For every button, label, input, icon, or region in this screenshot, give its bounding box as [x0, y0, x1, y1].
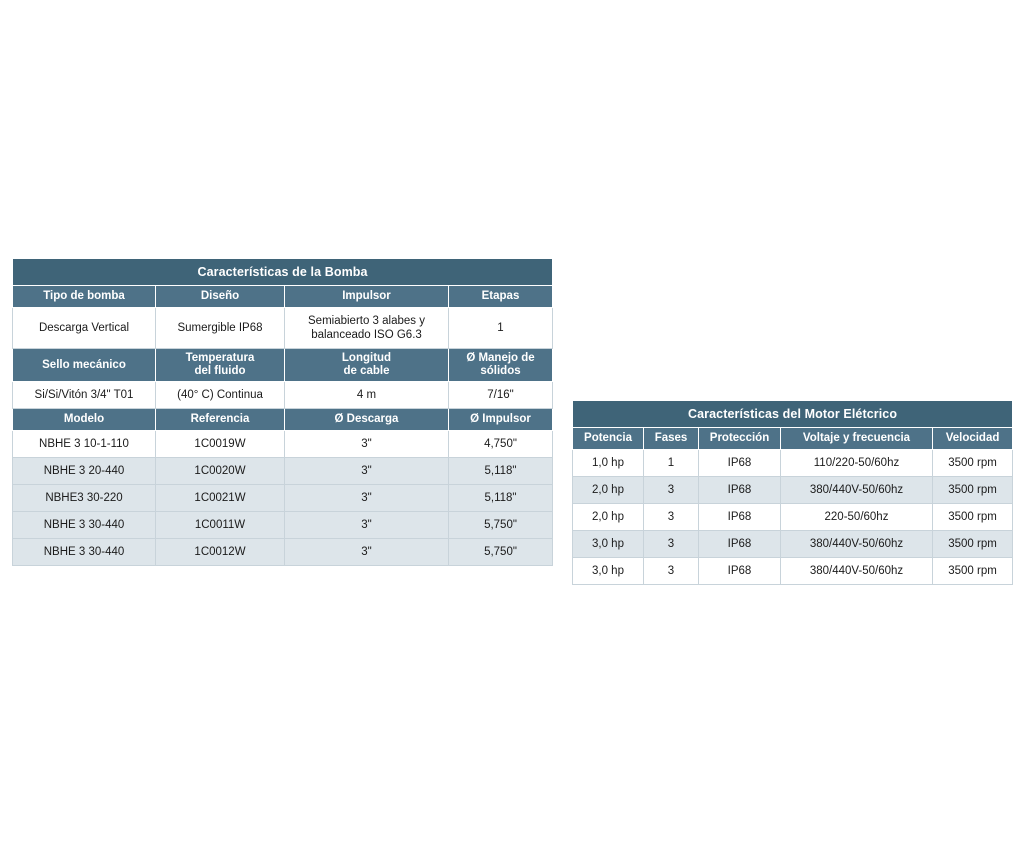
motor-header-potencia: Potencia — [573, 428, 644, 450]
pump-value-temperatura-del-fluido: (40° C) Continua — [156, 382, 285, 409]
motor-header-velocidad: Velocidad — [933, 428, 1013, 450]
pump-header-temperatura-del-fluido — [156, 349, 285, 382]
table-row — [13, 349, 553, 382]
table-row — [13, 308, 553, 349]
motor-row-voltaje: 380/440V-50/60hz — [781, 558, 933, 585]
table-row — [13, 286, 553, 308]
motor-header-fases: Fases — [644, 428, 699, 450]
pump-row-descarga: 3" — [285, 539, 449, 566]
motor-row-velocidad: 3500 rpm — [933, 504, 1013, 531]
pump-header-descarga: Ø Descarga — [285, 409, 449, 431]
table-row — [13, 409, 553, 431]
motor-row-velocidad: 3500 rpm — [933, 558, 1013, 585]
table-row — [573, 450, 1013, 477]
pump-value-impulsor: Semiabierto 3 alabes y balanceado ISO G6.3 — [285, 308, 449, 349]
pump-header-etapas: Etapas — [449, 286, 553, 308]
table-row — [573, 401, 1013, 428]
pump-header-modelo: Modelo — [13, 409, 156, 431]
table-row — [13, 458, 553, 485]
pump-header-diseno: Diseño — [156, 286, 285, 308]
pump-row-impulsor: 5,750" — [449, 512, 553, 539]
pump-row-referencia: 1C0021W — [156, 485, 285, 512]
motor-header-voltaje-y-frecuencia: Voltaje y frecuencia — [781, 428, 933, 450]
pump-row-descarga: 3" — [285, 431, 449, 458]
motor-header-proteccion: Protección — [699, 428, 781, 450]
motor-row-fases: 3 — [644, 531, 699, 558]
pump-header-sello-mecanico — [13, 349, 156, 382]
pump-row-modelo: NBHE 3 20-440 — [13, 458, 156, 485]
motor-row-potencia: 3,0 hp — [573, 531, 644, 558]
pump-row-impulsor: 5,118" — [449, 458, 553, 485]
motor-row-potencia: 3,0 hp — [573, 558, 644, 585]
motor-row-proteccion: IP68 — [699, 504, 781, 531]
motor-row-fases: 1 — [644, 450, 699, 477]
pump-header-longitud-line1: Longitud — [341, 352, 392, 364]
pump-characteristics-table — [12, 258, 553, 566]
pump-table-title: Características de la Bomba — [13, 259, 553, 286]
motor-characteristics-table — [572, 400, 1013, 585]
table-row — [573, 558, 1013, 585]
pump-value-tipo-de-bomba: Descarga Vertical — [13, 308, 156, 349]
motor-row-voltaje: 380/440V-50/60hz — [781, 477, 933, 504]
pump-row-descarga: 3" — [285, 485, 449, 512]
table-row — [573, 531, 1013, 558]
table-row — [573, 504, 1013, 531]
motor-row-voltaje: 380/440V-50/60hz — [781, 531, 933, 558]
pump-header-impulsor: Impulsor — [285, 286, 449, 308]
pump-value-manejo-de-solidos: 7/16" — [449, 382, 553, 409]
pump-value-etapas: 1 — [449, 308, 553, 349]
motor-row-proteccion: IP68 — [699, 531, 781, 558]
pump-row-modelo: NBHE 3 30-440 — [13, 512, 156, 539]
pump-value-longitud-de-cable: 4 m — [285, 382, 449, 409]
pump-row-modelo: NBHE 3 10-1-110 — [13, 431, 156, 458]
pump-row-referencia: 1C0020W — [156, 458, 285, 485]
pump-header-temperatura-line1: Temperatura — [185, 352, 255, 364]
pump-header-temperatura-line2: del fluido — [194, 365, 246, 377]
pump-value-diseno: Sumergible IP68 — [156, 308, 285, 349]
motor-row-fases: 3 — [644, 504, 699, 531]
pump-header-longitud-line2: de cable — [343, 365, 390, 377]
motor-row-potencia: 2,0 hp — [573, 477, 644, 504]
table-row — [13, 485, 553, 512]
pump-header-solidos-line2: sólidos — [480, 365, 521, 377]
motor-row-voltaje: 220-50/60hz — [781, 504, 933, 531]
pump-header-tipo-de-bomba: Tipo de bomba — [13, 286, 156, 308]
motor-row-voltaje: 110/220-50/60hz — [781, 450, 933, 477]
pump-row-modelo: NBHE3 30-220 — [13, 485, 156, 512]
pump-header-referencia: Referencia — [156, 409, 285, 431]
table-row — [573, 477, 1013, 504]
pump-row-referencia: 1C0019W — [156, 431, 285, 458]
pump-row-referencia: 1C0012W — [156, 539, 285, 566]
pump-value-sello-mecanico: Si/Si/Vitón 3/4" T01 — [13, 382, 156, 409]
motor-row-fases: 3 — [644, 558, 699, 585]
pump-row-referencia: 1C0011W — [156, 512, 285, 539]
motor-row-proteccion: IP68 — [699, 450, 781, 477]
pump-header-longitud-de-cable — [285, 349, 449, 382]
pump-header-impulsor-diam: Ø Impulsor — [449, 409, 553, 431]
motor-row-potencia: 1,0 hp — [573, 450, 644, 477]
motor-table-title: Características del Motor Elétcrico — [573, 401, 1013, 428]
table-row — [13, 431, 553, 458]
motor-row-velocidad: 3500 rpm — [933, 531, 1013, 558]
pump-row-descarga: 3" — [285, 512, 449, 539]
table-row — [573, 428, 1013, 450]
motor-row-velocidad: 3500 rpm — [933, 477, 1013, 504]
motor-row-proteccion: IP68 — [699, 558, 781, 585]
table-row — [13, 539, 553, 566]
pump-header-sello-mecanico-line1: Sello mecánico — [42, 358, 126, 371]
pump-row-impulsor: 5,118" — [449, 485, 553, 512]
pump-row-impulsor: 5,750" — [449, 539, 553, 566]
motor-row-fases: 3 — [644, 477, 699, 504]
motor-row-proteccion: IP68 — [699, 477, 781, 504]
pump-header-solidos-line1: Ø Manejo de — [466, 352, 535, 364]
pump-row-impulsor: 4,750" — [449, 431, 553, 458]
table-row — [13, 259, 553, 286]
pump-header-manejo-de-solidos — [449, 349, 553, 382]
table-row — [13, 512, 553, 539]
pump-row-descarga: 3" — [285, 458, 449, 485]
table-row — [13, 382, 553, 409]
motor-row-velocidad: 3500 rpm — [933, 450, 1013, 477]
motor-row-potencia: 2,0 hp — [573, 504, 644, 531]
pump-row-modelo: NBHE 3 30-440 — [13, 539, 156, 566]
